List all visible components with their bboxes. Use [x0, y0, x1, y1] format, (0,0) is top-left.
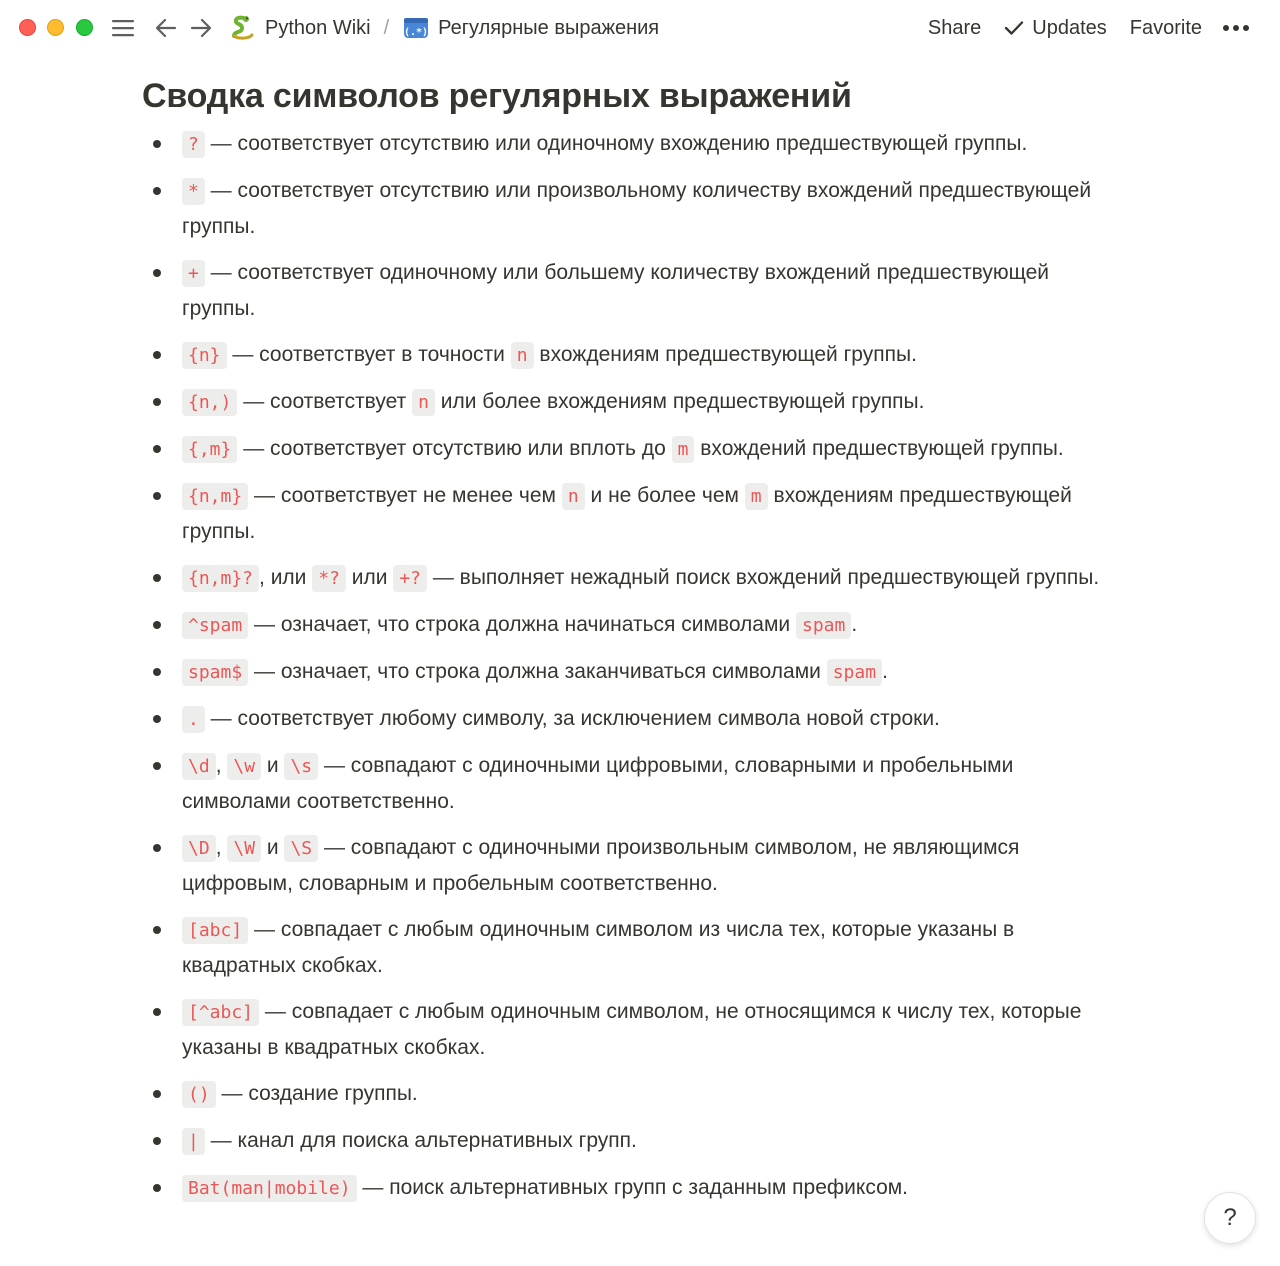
inline-code: n [562, 483, 585, 510]
list-item[interactable] [142, 912, 1142, 983]
item-text: — совпадает с любым одиночным символом, не относящимся к числу тех, которые указаны в квадратных скобках. [182, 1000, 1082, 1059]
item-text: — соответствует [237, 390, 413, 413]
breadcrumb-label: Регулярные выражения [438, 16, 660, 39]
item-text: — соответствует любому символу, за исключением символа новой строки. [204, 707, 940, 730]
help-button[interactable]: ? [1204, 1192, 1256, 1244]
checkmark-icon [1004, 20, 1024, 36]
updates-button[interactable] [1004, 17, 1107, 40]
inline-code: \s [284, 753, 318, 780]
list-item[interactable] [142, 560, 1142, 596]
inline-code: ^spam [182, 612, 248, 639]
inline-code: \W [227, 835, 261, 862]
hamburger-icon [111, 18, 135, 38]
inline-code: + [182, 260, 205, 287]
item-text: вхождениям предшествующей группы. [533, 343, 917, 366]
inline-code: *? [312, 565, 346, 592]
window-minimize-button[interactable] [47, 19, 64, 36]
regex-icon [402, 14, 430, 42]
inline-code: | [182, 1128, 205, 1155]
inline-code: spam [796, 612, 851, 639]
breadcrumb-separator: / [383, 16, 390, 39]
svg-text:(.*): (.*) [404, 27, 429, 38]
inline-code: [^abc] [182, 999, 259, 1026]
inline-code: \S [284, 835, 318, 862]
breadcrumb-item-python-wiki[interactable] [226, 14, 374, 42]
list-item[interactable] [142, 173, 1142, 244]
inline-code: Bat(man|mobile) [182, 1175, 357, 1202]
favorite-button[interactable]: Favorite [1129, 16, 1202, 39]
inline-code: {n,m} [182, 483, 248, 510]
inline-code: . [182, 706, 205, 733]
list-item[interactable] [142, 607, 1142, 643]
inline-code: () [182, 1081, 216, 1108]
more-icon [1222, 24, 1250, 32]
item-text: — совпадает с любым одиночным символом из числа тех, которые указаны в квадратных скобках. [182, 918, 1015, 977]
inline-code: m [672, 436, 695, 463]
list-item[interactable] [142, 478, 1142, 549]
inline-code: {,m} [182, 436, 237, 463]
item-text: и [261, 836, 285, 859]
forward-button[interactable] [186, 12, 216, 44]
list-item[interactable] [142, 255, 1142, 326]
snake-icon [229, 14, 257, 42]
inline-code: \d [182, 753, 216, 780]
inline-code: m [745, 483, 768, 510]
item-text: — означает, что строка должна начинаться символами [248, 613, 796, 636]
inline-code: {n,) [182, 389, 237, 416]
inline-code: n [511, 342, 534, 369]
item-text: вхождениям предшествующей группы. [182, 484, 1072, 543]
item-text: — соответствует одиночному или большему количеству вхождений предшествующей группы. [182, 261, 1050, 320]
inline-code: \D [182, 835, 216, 862]
updates-label: Updates [1032, 16, 1107, 39]
page-content [142, 74, 1142, 1217]
inline-code: spam$ [182, 659, 248, 686]
breadcrumb-label: Python Wiki [265, 16, 371, 39]
list-item[interactable] [142, 748, 1142, 819]
item-text: — совпадают с одиночными цифровыми, словарными и пробельными символами соответственно. [182, 754, 1014, 813]
back-button[interactable] [151, 12, 181, 44]
more-options-button[interactable] [1222, 24, 1258, 32]
inline-code: ? [182, 131, 205, 158]
item-text: — соответствует отсутствию или произвольному количеству вхождений предшествующей группы. [182, 179, 1092, 238]
list-item[interactable] [142, 701, 1142, 737]
inline-code: [abc] [182, 917, 248, 944]
inline-code: n [412, 389, 435, 416]
inline-code: spam [827, 659, 882, 686]
sidebar-toggle-button[interactable] [108, 12, 138, 44]
item-text: вхождений предшествующей группы. [694, 437, 1064, 460]
item-text: — создание группы. [215, 1082, 418, 1105]
item-text: — совпадают с одиночными произвольным символом, не являющимся цифровым, словарным и пробельным соответственно. [182, 836, 1020, 895]
list-item[interactable] [142, 1170, 1142, 1206]
item-text: — выполняет нежадный поиск вхождений предшествующей группы. [427, 566, 1100, 589]
inline-code: +? [393, 565, 427, 592]
list-item[interactable] [142, 337, 1142, 373]
inline-code: {n} [182, 342, 227, 369]
share-button[interactable]: Share [927, 16, 982, 39]
inline-code: {n,m}? [182, 565, 259, 592]
item-text: и не более чем [584, 484, 745, 507]
top-bar [0, 0, 1280, 56]
window-close-button[interactable] [19, 19, 36, 36]
item-text: , [215, 754, 228, 777]
list-item[interactable] [142, 384, 1142, 420]
item-text: — канал для поиска альтернативных групп. [204, 1129, 637, 1152]
window-maximize-button[interactable] [76, 19, 93, 36]
item-text: — поиск альтернативных групп с заданным префиксом. [356, 1176, 909, 1199]
breadcrumb-item-regex[interactable] [399, 14, 662, 42]
item-text: — соответствует отсутствию или одиночному вхождению предшествующей группы. [204, 132, 1028, 155]
inline-code: * [182, 178, 205, 205]
page-heading[interactable]: Сводка символов регулярных выражений [142, 77, 852, 115]
bullet-list [142, 126, 1142, 1206]
list-item[interactable] [142, 1076, 1142, 1112]
list-item[interactable] [142, 654, 1142, 690]
item-text: и [261, 754, 285, 777]
item-text: . [851, 613, 858, 636]
inline-code: \w [227, 753, 261, 780]
item-text: , [215, 836, 228, 859]
item-text: или более вхождениям предшествующей группы. [434, 390, 925, 413]
item-text: — означает, что строка должна заканчиваться символами [248, 660, 827, 683]
item-text: , или [259, 566, 313, 589]
topbar-actions [905, 12, 1258, 44]
list-item[interactable] [142, 994, 1142, 1065]
list-item[interactable] [142, 830, 1142, 901]
item-text: . [882, 660, 888, 683]
list-item[interactable] [142, 1123, 1142, 1159]
list-item[interactable] [142, 431, 1142, 467]
item-text: — соответствует отсутствию или вплоть до [237, 437, 672, 460]
item-text: или [345, 566, 394, 589]
arrow-left-icon [155, 18, 177, 38]
item-text: — соответствует в точности [226, 343, 511, 366]
list-item[interactable] [142, 126, 1142, 162]
arrow-right-icon [190, 18, 212, 38]
breadcrumb [226, 12, 662, 44]
item-text: — соответствует не менее чем [248, 484, 562, 507]
